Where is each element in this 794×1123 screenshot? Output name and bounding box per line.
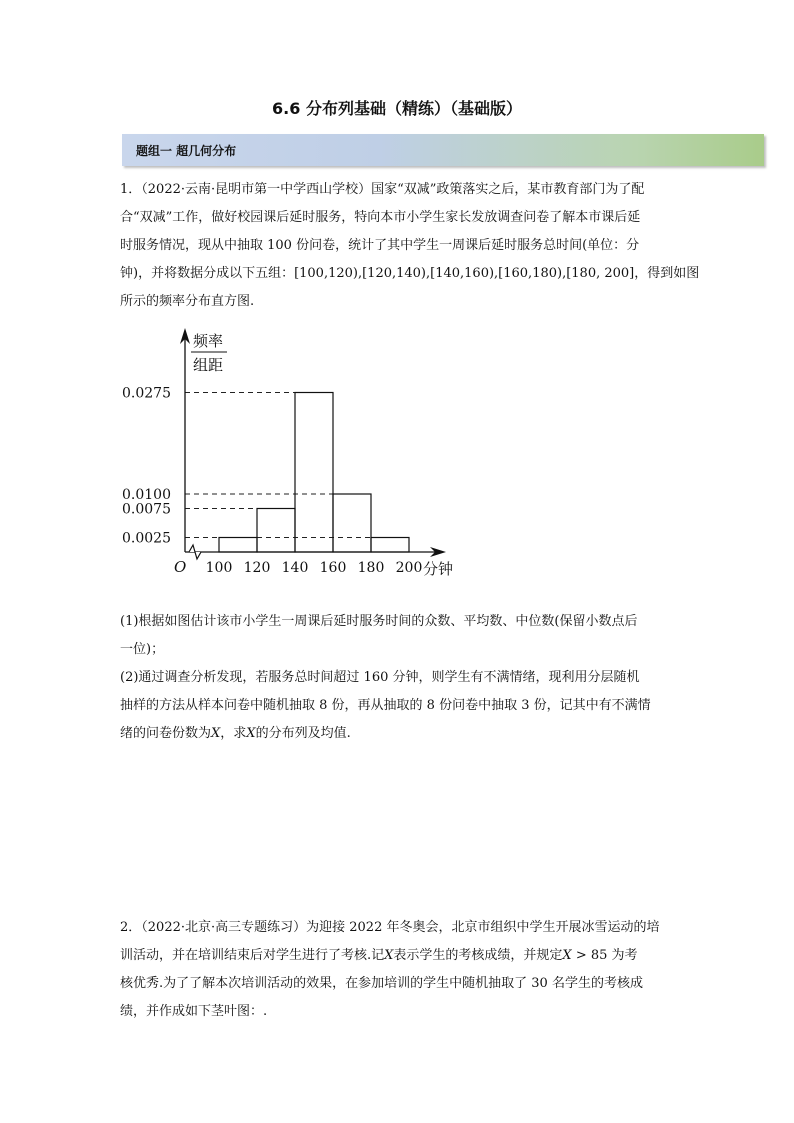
histogram-bar (371, 538, 409, 553)
x-axis-label: 分钟 (423, 560, 454, 578)
q1-part1-line: 一位)； (120, 642, 165, 657)
y-tick-label: 0.0025 (122, 530, 171, 547)
histogram-bar (219, 538, 257, 553)
histogram-bar (257, 509, 295, 553)
y-tick-label: 0.0275 (122, 385, 171, 402)
text-segment: > 85 为考 (571, 948, 638, 963)
q1-line: 1．（2022·云南·昆明市第一中学西山学校）国家“双减”政策落实之后，某市教育部门为了配 (120, 182, 645, 197)
q2-line: 绩，并作成如下茎叶图：. (120, 1004, 268, 1019)
x-tick-label: 180 (357, 560, 385, 576)
axis-break-mark (189, 545, 201, 559)
q2-line: 核优秀.为了了解本次培训活动的效果，在参加培训的学生中随机抽取了 30 名学生的考核成 (120, 976, 643, 991)
x-tick-label: 160 (319, 560, 347, 576)
q2-line: 2．（2022·北京·高三专题练习）为迎接 2022 年冬奥会，北京市组织中学生开展冰雪运动的培 (120, 920, 660, 935)
x-tick-label: 140 (281, 560, 309, 576)
variable-x: X (246, 726, 256, 741)
q1-part2-line: 抽样的方法从样本问卷中随机抽取 8 份，再从抽取的 8 份问卷中抽取 3 份，记其中有不满情 (120, 698, 651, 713)
text-segment: ，求 (220, 726, 247, 741)
q1-part2-line (120, 720, 680, 748)
y-axis-label-denominator: 组距 (193, 356, 224, 374)
text-segment: 绪的问卷份数为 (120, 726, 212, 741)
text-segment: 表示学生的考核成绩，并规定 (393, 948, 563, 963)
q1-line: 合“双减”工作，做好校园课后延时服务，特向本市小学生家长发放调查问卷了解本市课后延 (120, 210, 641, 225)
q1-line: 时服务情况，现从中抽取 100 份问卷，统计了其中学生一周课后延时服务总时间(单位：分 (120, 238, 640, 253)
frequency-histogram (118, 326, 458, 586)
variable-x: X (384, 948, 394, 963)
question-1-stem (120, 176, 700, 316)
text-segment: 训活动，并在培训结束后对学生进行了考核.记 (120, 948, 385, 963)
text-segment: 的分布列及均值. (255, 726, 351, 741)
question-1-parts (120, 608, 680, 748)
histogram-bar (295, 393, 333, 553)
q2-line (120, 942, 680, 970)
page-title: 6.6 分布列基础（精练）（基础版） (272, 99, 522, 118)
x-tick-label: 100 (205, 560, 233, 576)
q1-part1-line: (1)根据如图估计该市小学生一周课后延时服务时间的众数、平均数、中位数(保留小数点后 (120, 614, 638, 629)
section-banner (122, 134, 764, 166)
x-tick-label: 200 (395, 560, 423, 576)
y-axis-label-numerator: 频率 (193, 332, 224, 350)
section-banner-label: 题组一 超几何分布 (136, 144, 237, 158)
histogram-bar (333, 494, 371, 552)
q1-line: 钟)，并将数据分成以下五组：[100,120),[120,140),[140,160),[160,180),[180, 200]，得到如图 (120, 266, 700, 281)
y-tick-label: 0.0100 (122, 487, 171, 503)
origin-label: O (174, 558, 187, 576)
q1-part2-line: (2)通过调查分析发现，若服务总时间超过 160 分钟，则学生有不满情绪，现利用分层随机 (120, 670, 640, 685)
y-tick-label: 0.0075 (122, 501, 171, 518)
q1-line: 所示的频率分布直方图. (120, 294, 255, 309)
variable-x: X (562, 948, 572, 963)
x-tick-label: 120 (243, 560, 271, 576)
variable-x: X (211, 726, 221, 741)
question-2-stem (120, 914, 680, 1026)
